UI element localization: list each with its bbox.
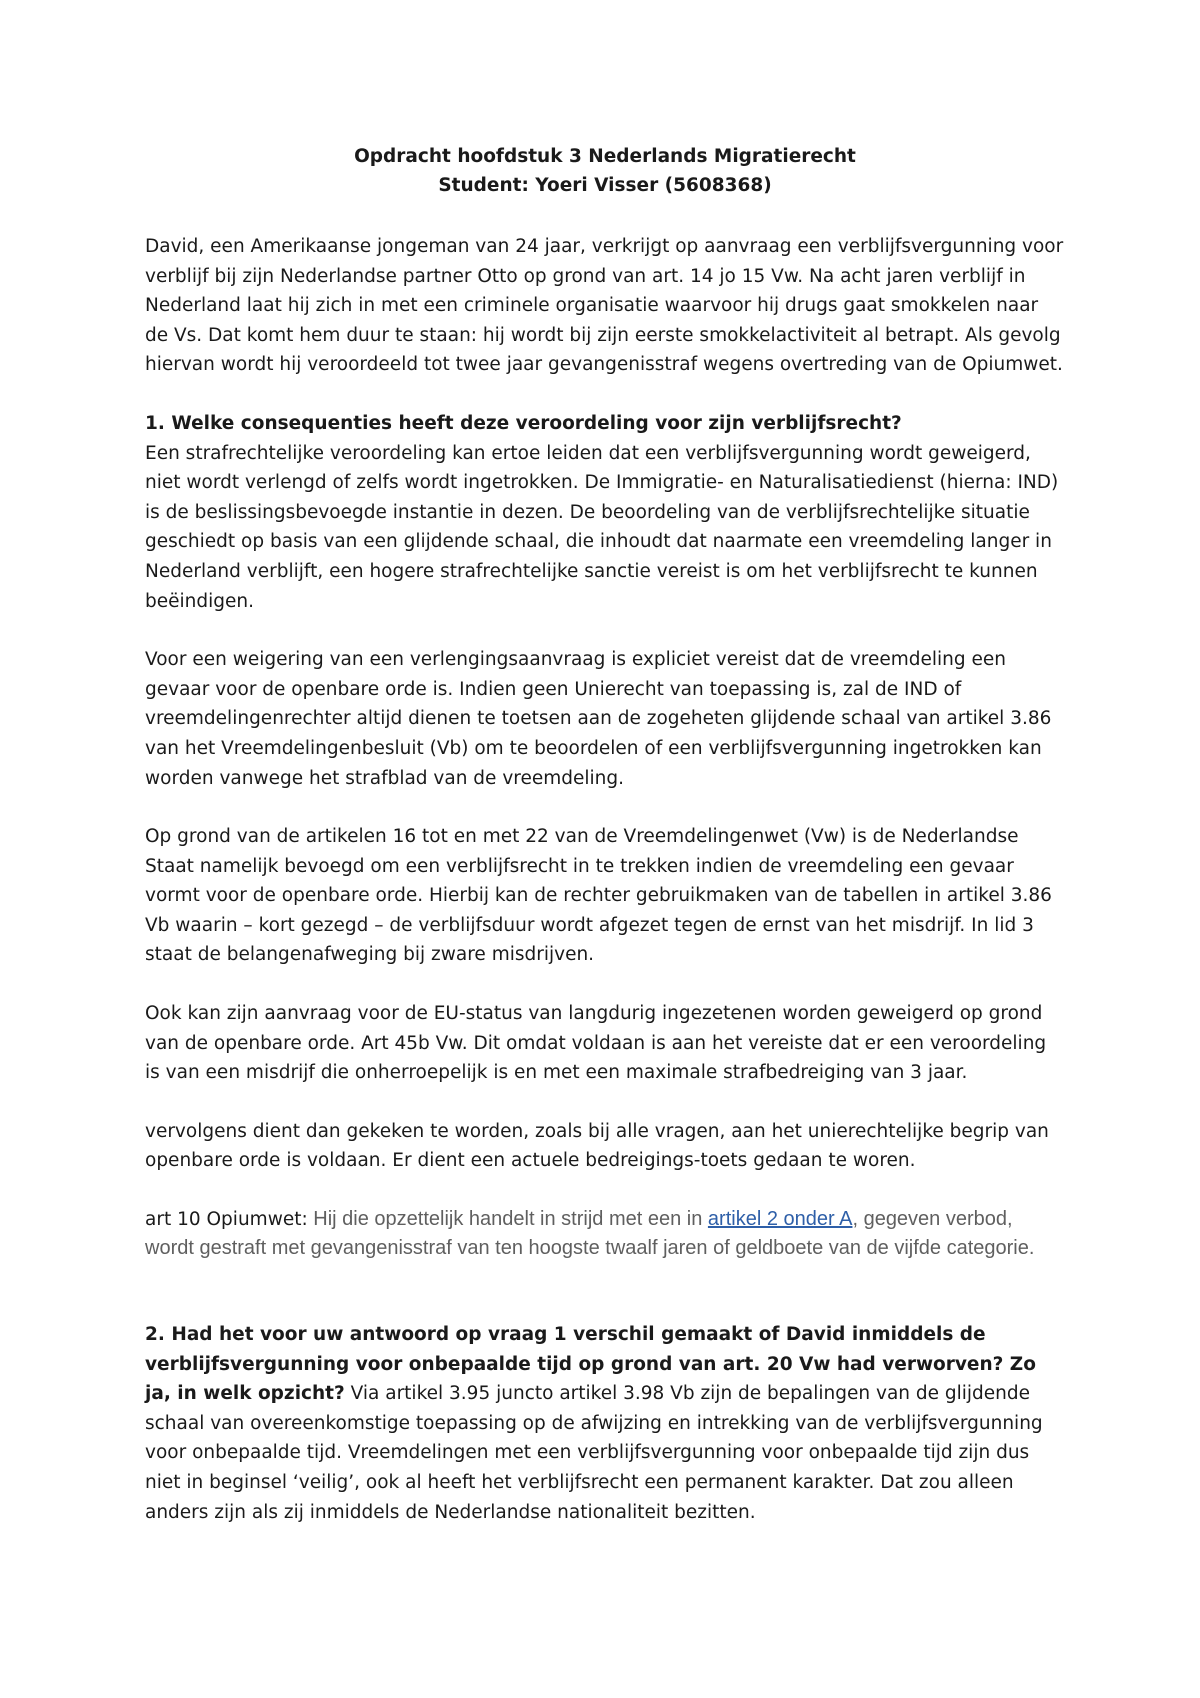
opiumwet-lead: art 10 Opiumwet:	[145, 1209, 308, 1231]
document-content	[145, 142, 1065, 1527]
opiumwet-text-after: , gegeven verbod, wordt gestraft met gevangenisstraf van ten hoogste twaalf jaren of geldboete van de vijfde categorie.	[145, 1208, 1035, 1260]
paragraph-openbare-orde: vervolgens dient dan gekeken te worden, zoals bij alle vragen, aan het unierechtelijke begrip van openbare orde is voldaan. Er dient een actuele bedreigings-toets gedaan te woren.	[145, 1120, 1049, 1172]
document-header	[145, 142, 1065, 200]
paragraph-verlenging: Voor een weigering van een verlengingsaanvraag is expliciet vereist dat de vreemdeling een gevaar voor de openbare orde is. Indien geen Unierecht van toepassing is, zal de IND of vreemdelingenrechter altijd dienen te toetsen aan de zogeheten glijdende schaal van artikel 3.86 van het Vreemdelingenbesluit (Vb) om te beoordelen of een verblijfsvergunning ingetrokken kan worden vanwege het strafblad van de vreemdeling.	[145, 649, 1052, 789]
paragraph-eu-status: Ook kan zijn aanvraag voor de EU-status van langdurig ingezetenen worden geweigerd op grond van de openbare orde. Art 45b Vw. Dit omdat voldaan is aan het vereiste dat er een veroordeling is van een misdrijf die onherroepelijk is en met een maximale strafbedreiging van 3 jaar.	[145, 1003, 1047, 1084]
paragraph-vreemdelingenwet: Op grond van de artikelen 16 tot en met 22 van de Vreemdelingenwet (Vw) is de Nederlandse Staat namelijk bevoegd om een verblijfsrecht in te trekken indien de vreemdeling een gevaar vormt voor de openbare orde. Hierbij kan de rechter gebruikmaken van de tabellen in artikel 3.86 Vb waarin – kort gezegd – de verblijfsduur wordt afgezet tegen de ernst van het misdrijf. In lid 3 staat de belangenafweging bij zware misdrijven.	[145, 826, 1052, 966]
answer-1: Een strafrechtelijke veroordeling kan ertoe leiden dat een verblijfsvergunning wordt geweigerd, niet wordt verlengd of zelfs wordt ingetrokken. De Immigratie- en Naturalisatiedienst (hierna: IND) is de beslissingsbevoegde instantie in dezen. De beoordeling van de verblijfsrechtelijke situatie geschiedt op basis van een glijdende schaal, die inhoudt dat naarmate een vreemdeling langer in Nederland verblijft, een hogere strafrechtelijke sanctie vereist is om het verblijfsrecht te kunnen beëindigen.	[145, 442, 1059, 612]
opiumwet-text-before: Hij die opzettelijk handelt in strijd met een in	[307, 1208, 708, 1231]
opiumwet-quote	[145, 1205, 1065, 1262]
question-2: 2. Had het voor uw antwoord op vraag 1 verschil gemaakt of David inmiddels de verblijfsvergunning voor onbepaalde tijd op grond van art. 20 Vw had verworven? Zo ja, in welk opzicht?	[145, 1324, 1036, 1405]
question-1: 1. Welke consequenties heeft deze veroordeling voor zijn verblijfsrecht?	[145, 412, 902, 434]
artikel-2-link[interactable]: artikel 2 onder A	[707, 1208, 853, 1231]
answer-2: Via artikel 3.95 juncto artikel 3.98 Vb zijn de bepalingen van de glijdende schaal van overeenkomstige toepassing op de afwijzing en intrekking van de verblijfsvergunning voor onbepaalde tijd. Vreemdelingen met een verblijfsvergunning voor onbepaalde tijd zijn dus niet in beginsel ‘veilig’, ook al heeft het verblijfsrecht een permanent karakter. Dat zou alleen anders zijn als zij inmiddels de Nederlandse nationaliteit bezitten.	[145, 1383, 1043, 1523]
case-intro: David, een Amerikaanse jongeman van 24 jaar, verkrijgt op aanvraag een verblijfsvergunning voor verblijf bij zijn Nederlandse partner Otto op grond van art. 14 jo 15 Vw. Na acht jaren verblijf in Nederland laat hij zich in met een criminele organisatie waarvoor hij drugs gaat smokkelen naar de Vs. Dat komt hem duur te staan: hij wordt bij zijn eerste smokkelactiviteit al betrapt. Als gevolg hiervan wordt hij veroordeeld tot twee jaar gevangenisstraf wegens overtreding van de Opiumwet.	[145, 236, 1064, 376]
question-2-block	[145, 1320, 1065, 1527]
student-line: Student: Yoeri Visser (5608368)	[438, 175, 772, 196]
document-title: Opdracht hoofdstuk 3 Nederlands Migratierecht	[354, 146, 856, 167]
